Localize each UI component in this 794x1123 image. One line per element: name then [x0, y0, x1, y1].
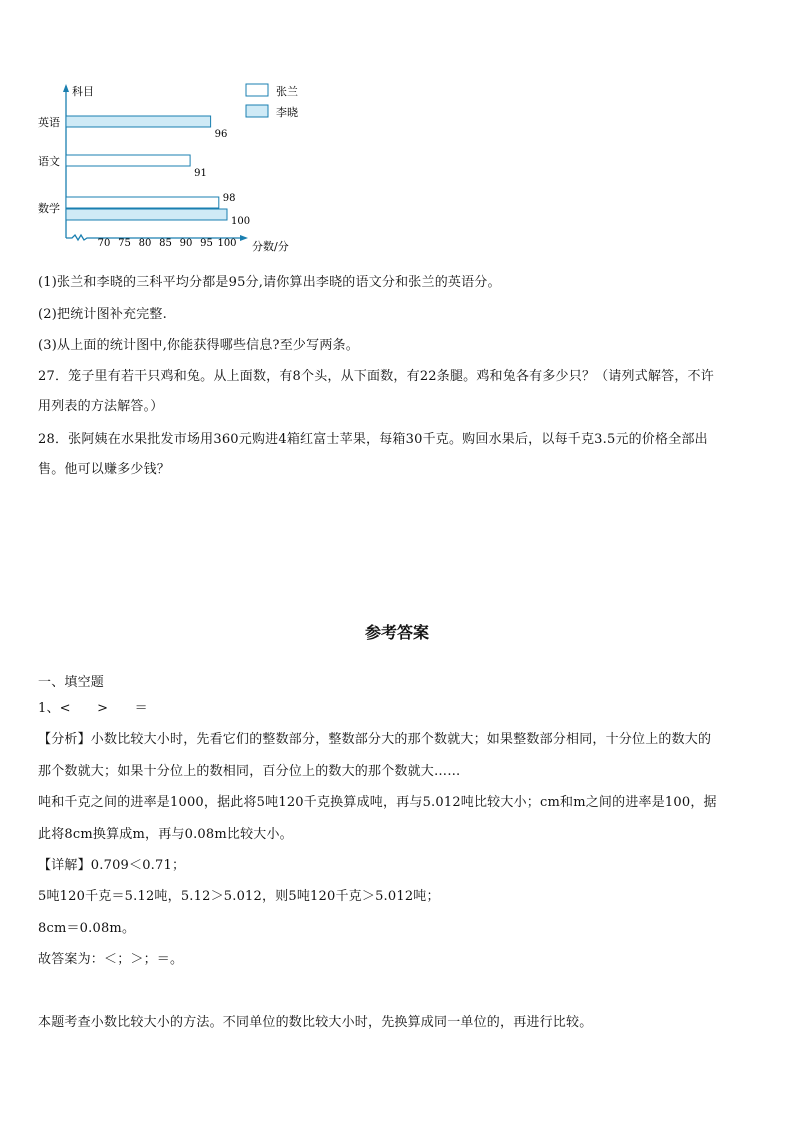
question-28-line-2: 售。他可以赚多少钱？ [38, 462, 171, 477]
x-axis-arrow [240, 235, 248, 241]
legend-label: 李晓 [276, 106, 298, 119]
analysis-line-2: 那个数就大；如果十分位上的数相同，百分位上的数大的那个数就大…… [38, 764, 461, 779]
question-26-part-2: (2)把统计图补充完整. [38, 307, 167, 322]
analysis-line-4: 此将8cm换算成m，再与0.08m比较大小。 [38, 827, 293, 842]
detail-line-1: 【详解】0.709＜0.71； [38, 858, 186, 873]
bar [66, 209, 227, 220]
analysis-line-1: 【分析】小数比较大小时，先看它们的整数部分，整数部分大的那个数就大；如果整数部分相同，十分位上的数大的 [38, 732, 712, 747]
legend-swatch [246, 105, 268, 117]
data-label: 91 [194, 168, 207, 179]
detail-line-4: 故答案为：＜；＞；＝。 [38, 952, 184, 967]
detail-line-2: 5吨120千克＝5.12吨，5.12＞5.012，则5吨120千克＞5.012吨； [38, 889, 440, 904]
chart-legend [246, 84, 298, 119]
x-axis-title: 分数/分 [252, 240, 289, 253]
comment-line: 本题考查小数比较大小的方法。不同单位的数比较大小时，先换算成同一单位的，再进行比较。 [38, 1015, 593, 1030]
question-28-line-1: 28．张阿姨在水果批发市场用360元购进4箱红富士苹果，每箱30千克。购回水果后，以每千克3.5元的价格全部出 [38, 432, 708, 447]
x-tick-label: 85 [159, 238, 172, 249]
bar [66, 116, 211, 127]
legend-label: 张兰 [276, 85, 298, 98]
answer-1: 1、< > ＝ [38, 701, 148, 716]
x-tick-label: 70 [97, 238, 111, 249]
x-tick-label: 75 [118, 238, 131, 249]
data-label: 100 [231, 216, 251, 227]
question-27-line-1: 27．笼子里有若干只鸡和兔。从上面数，有8个头，从下面数，有22条腿。鸡和兔各有多少只？（请列式解答，不许 [38, 369, 714, 384]
data-label: 98 [222, 193, 236, 204]
answer-title: 参考答案 [364, 623, 429, 642]
question-26-part-3: (3)从上面的统计图中,你能获得哪些信息?至少写两条。 [38, 338, 359, 353]
bar [66, 155, 190, 166]
x-tick-label: 95 [200, 238, 213, 249]
bar-chart [30, 78, 320, 258]
question-26-part-1: (1)张兰和李晓的三科平均分都是95分,请你算出李晓的语文分和张兰的英语分。 [38, 275, 501, 290]
detail-line-3: 8cm＝0.08m。 [38, 921, 136, 936]
x-tick-label: 90 [179, 238, 193, 249]
section-heading: 一、填空题 [38, 675, 105, 690]
category-label: 语文 [38, 155, 60, 168]
analysis-line-3: 吨和千克之间的进率是1000，据此将5吨120千克换算成吨，再与5.012吨比较大小；cm和m之间的进率是100，据 [38, 795, 717, 810]
category-label: 英语 [38, 116, 60, 129]
legend-swatch [246, 84, 268, 96]
question-27-line-2: 用列表的方法解答。） [38, 399, 164, 414]
y-axis-arrow [63, 84, 69, 92]
category-label: 数学 [38, 202, 60, 215]
data-label: 96 [214, 129, 228, 140]
bar [66, 197, 219, 208]
y-axis-title: 科目 [72, 85, 94, 98]
x-tick-label: 100 [217, 238, 237, 249]
x-tick-label: 80 [138, 238, 152, 249]
